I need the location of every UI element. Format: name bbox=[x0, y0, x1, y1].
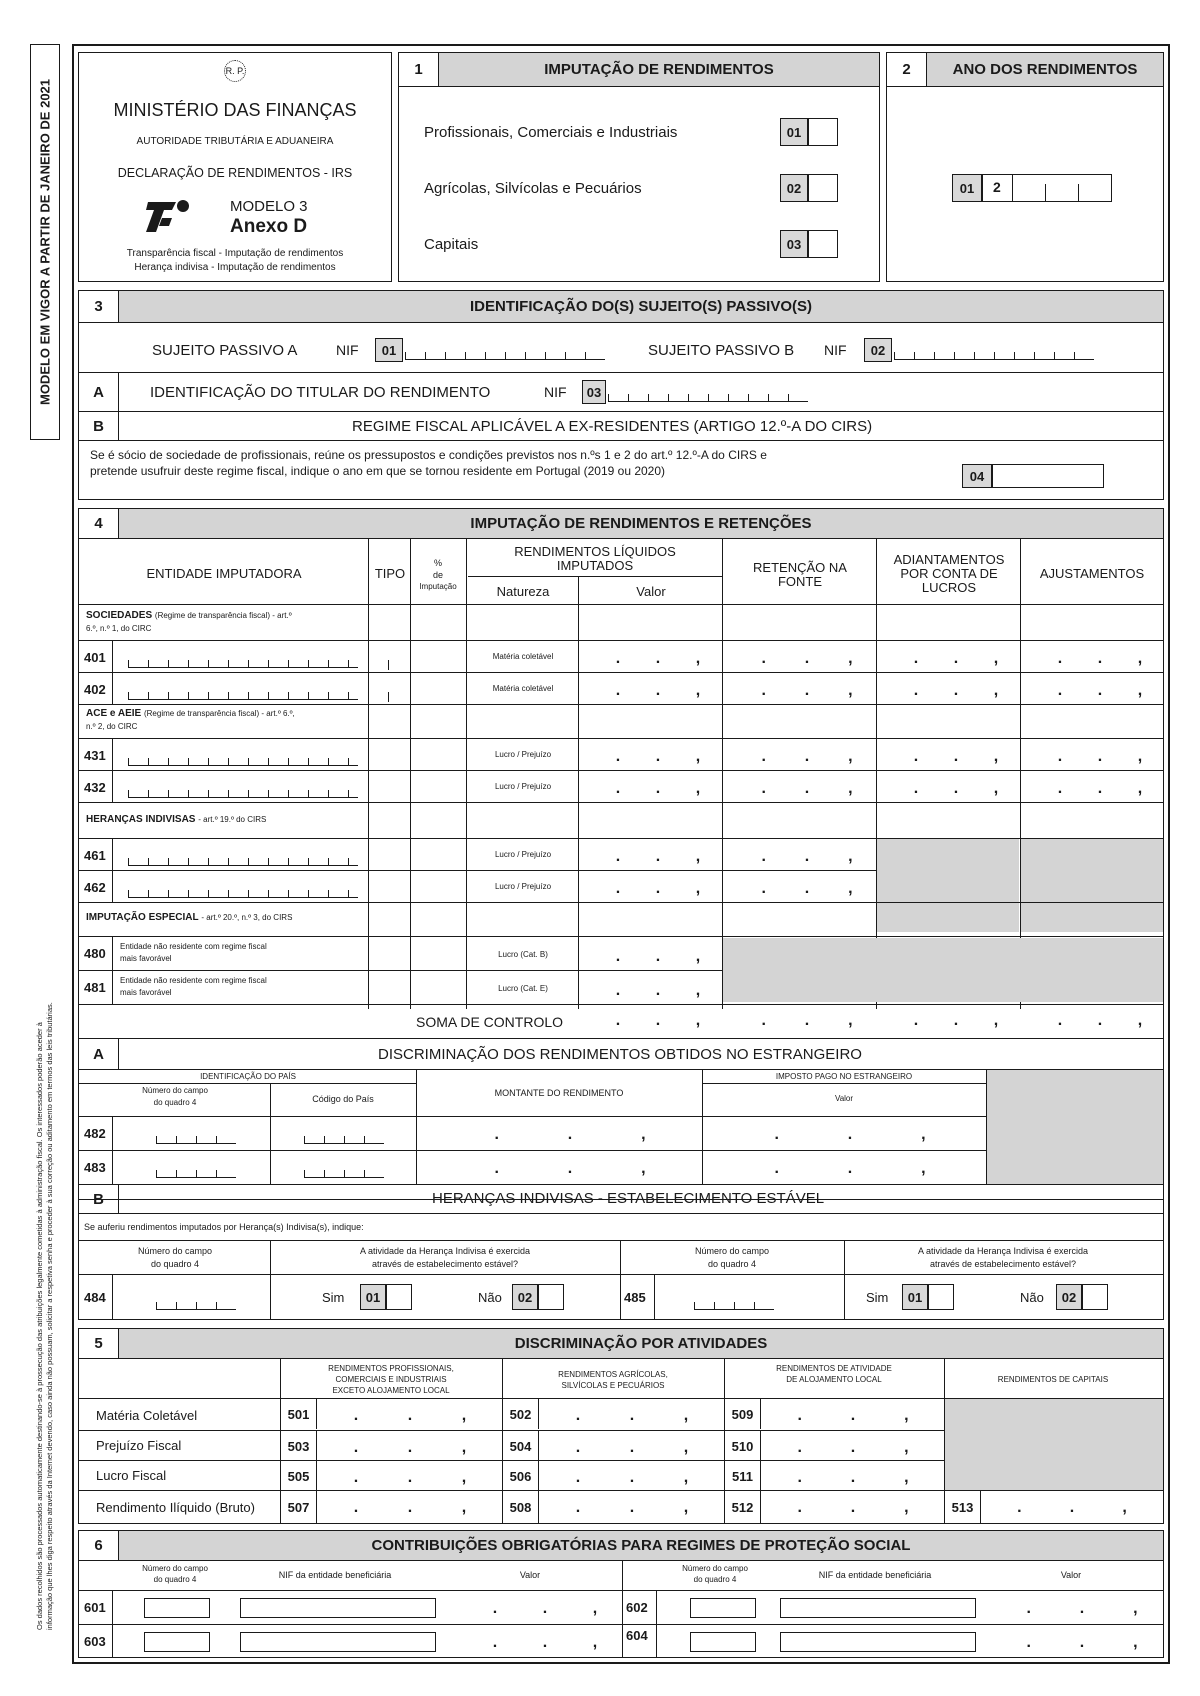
q4-401-retencao-input[interactable]: . . , bbox=[761, 650, 853, 667]
q4-481-entity-1: Entidade não residente com regime fiscal bbox=[120, 976, 267, 985]
q3-title: IDENTIFICAÇÃO DO(S) SUJEITO(S) PASSIVO(S) bbox=[119, 291, 1163, 323]
q1-number: 1 bbox=[399, 53, 439, 87]
q3-spB-nif-input[interactable] bbox=[894, 352, 1094, 360]
q3-secB-text1: Se é sócio de sociedade de profissionais, reúne os pressupostos e condições previstos nos n.ºs 1 e 2 do art.º 12.º-A do CIRS e bbox=[90, 448, 767, 462]
q6-602-nif-input[interactable] bbox=[780, 1598, 976, 1618]
q4-485-sim: Sim bbox=[866, 1290, 889, 1305]
q6-nif-l: NIF da entidade beneficiária bbox=[278, 1570, 392, 1580]
q4-col-ret2: FONTE bbox=[777, 574, 823, 589]
q4-482-montante-input[interactable]: . . , bbox=[494, 1126, 646, 1143]
q4-col-entity: ENTIDADE IMPUTADORA bbox=[146, 566, 302, 581]
q1-option-3-code: 03 bbox=[780, 230, 808, 258]
q5-code-512: 512 bbox=[725, 1491, 761, 1523]
q5-501-input[interactable]: . . , bbox=[353, 1407, 467, 1424]
q4-col-rend: RENDIMENTOS LÍQUIDOS bbox=[514, 544, 676, 559]
q4-462-retencao-input[interactable]: . . , bbox=[761, 880, 853, 897]
q4-461-nif-input[interactable] bbox=[128, 858, 358, 866]
q4-grp-her: HERANÇAS INDIVISAS - art.º 19.º do CIRS bbox=[86, 814, 267, 825]
q3-secB-title: REGIME FISCAL APLICÁVEL A EX-RESIDENTES (ARTIGO 12.º-A DO CIRS) bbox=[352, 418, 873, 435]
q4-462-nat: Lucro / Prejuízo bbox=[494, 882, 552, 891]
q4-row-401: 401 bbox=[84, 650, 106, 665]
q3-spA-nif-input[interactable] bbox=[405, 352, 605, 360]
q4-col-tipo: TIPO bbox=[374, 566, 406, 581]
q4-431-valor-input[interactable]: . . , bbox=[615, 748, 701, 765]
q4-401-nat: Matéria coletável bbox=[492, 652, 554, 661]
q4-461-retencao-input[interactable]: . . , bbox=[761, 848, 853, 865]
q6-601-campo-input[interactable] bbox=[144, 1598, 210, 1618]
q5-507-input[interactable]: . . , bbox=[353, 1499, 467, 1516]
q4-col-adi2: POR CONTA DE bbox=[900, 566, 998, 581]
q5-code-504: 504 bbox=[503, 1431, 539, 1461]
q4-col-adi3: LUCROS bbox=[921, 580, 977, 595]
q4-row-484: 484 bbox=[84, 1290, 106, 1305]
q4-431-nat: Lucro / Prejuízo bbox=[494, 750, 552, 759]
q4-432-nat: Lucro / Prejuízo bbox=[494, 782, 552, 791]
q1-option-1-label: Profissionais, Comerciais e Industriais bbox=[424, 124, 678, 141]
q4-432-adiantamentos-input[interactable]: . . , bbox=[913, 780, 999, 797]
q4-401-nif-input[interactable] bbox=[128, 660, 358, 668]
q1-title: IMPUTAÇÃO DE RENDIMENTOS bbox=[439, 53, 879, 87]
q5-code-502: 502 bbox=[503, 1399, 539, 1429]
q4-title: IMPUTAÇÃO DE RENDIMENTOS E RETENÇÕES bbox=[119, 509, 1163, 539]
q4-secB-intro: Se auferiu rendimentos imputados por Herança(s) Indivisa(s), indique: bbox=[84, 1222, 364, 1232]
q3-secA-title: IDENTIFICAÇÃO DO TITULAR DO RENDIMENTO bbox=[150, 384, 491, 401]
q4-grp-ace: ACE e AEIE (Regime de transparência fiscal) - art.º 6.º, bbox=[86, 708, 295, 719]
q4-401-ajustamentos-input[interactable]: . . , bbox=[1057, 650, 1143, 667]
q4-row-462: 462 bbox=[84, 880, 106, 895]
q3-spA-code: 01 bbox=[375, 338, 403, 362]
q4-row-431: 431 bbox=[84, 748, 106, 763]
q3-secB-text2: pretende usufruir deste regime fiscal, indique o ano em que se tornou residente em Portugal (2019 ou 2020) bbox=[90, 464, 666, 478]
q3-secA-nif-input[interactable] bbox=[608, 394, 808, 402]
q4-col-rend2: IMPUTADOS bbox=[556, 558, 634, 573]
q4-432-retencao-input[interactable]: . . , bbox=[761, 780, 853, 797]
q5-510-input[interactable]: . . , bbox=[797, 1439, 909, 1456]
q4-row-432: 432 bbox=[84, 780, 106, 795]
q4-secA-title: DISCRIMINAÇÃO DOS RENDIMENTOS OBTIDOS NO ESTRANGEIRO bbox=[378, 1046, 862, 1063]
q5-504-input[interactable]: . . , bbox=[575, 1439, 689, 1456]
q4-484-nao-code: 02 bbox=[512, 1284, 538, 1310]
q4-row-485: 485 bbox=[624, 1290, 646, 1305]
q4-485-nao-code: 02 bbox=[1056, 1284, 1082, 1310]
q1-option-3-label: Capitais bbox=[424, 236, 479, 253]
q4-480-nat: Lucro (Cat. B) bbox=[498, 950, 548, 959]
q5-col1b: COMERCIAIS E INDUSTRIAIS bbox=[335, 1375, 447, 1384]
q4-row-461: 461 bbox=[84, 848, 106, 863]
q4-480-entity-2: mais favorável bbox=[120, 954, 172, 963]
q4-481-nat: Lucro (Cat. E) bbox=[498, 984, 548, 993]
q4-481-valor-input[interactable]: . . , bbox=[615, 982, 701, 999]
q4-secA-letter: A bbox=[79, 1039, 119, 1069]
q4-soma-label: SOMA DE CONTROLO bbox=[416, 1014, 564, 1030]
q4-402-ajustamentos-input[interactable]: . . , bbox=[1057, 682, 1143, 699]
q4-483-montante-input[interactable]: . . , bbox=[494, 1160, 646, 1177]
q4-grp-soc-ref2: 6.º, n.º 1, do CIRC bbox=[86, 624, 152, 633]
ministry-name: MINISTÉRIO DAS FINANÇAS bbox=[113, 100, 357, 120]
q6-604-nif-input[interactable] bbox=[780, 1632, 976, 1652]
q5-509-input[interactable]: . . , bbox=[797, 1407, 909, 1424]
q4-col-pct: % bbox=[433, 558, 442, 568]
q4-row-480: 480 bbox=[84, 946, 106, 961]
q5-row-3-label: Lucro Fiscal bbox=[96, 1468, 167, 1483]
annex-label: Anexo D bbox=[230, 216, 308, 237]
legal-note: Os dados recolhidos são processados automaticamente destinando-se à prossecução das atribuições legalmente cometidas à administração fiscal. Os interessados poderão aceder à informação que lhes diga respeito através da Internet devendo, caso ainda não possuam, solicitar a respetiva senha e proceder à sua correção ou aditamento em termos das leis tributárias. bbox=[35, 1002, 54, 1630]
q6-row-603: 603 bbox=[84, 1634, 106, 1649]
q6-nif-r: NIF da entidade beneficiária bbox=[818, 1570, 932, 1580]
q4-col-valor: Valor bbox=[636, 584, 666, 599]
q5-502-input[interactable]: . . , bbox=[575, 1407, 689, 1424]
q6-604-valor-input[interactable]: . . , bbox=[1026, 1634, 1138, 1651]
q4-431-nif-input[interactable] bbox=[128, 758, 358, 766]
q4-row-402: 402 bbox=[84, 682, 106, 697]
q5-506-input[interactable]: . . , bbox=[575, 1469, 689, 1486]
validity-text: MODELO EM VIGOR A PARTIR DE JANEIRO DE 2021 bbox=[37, 78, 53, 406]
q6-row-602: 602 bbox=[626, 1600, 648, 1615]
q4-461-nat: Lucro / Prejuízo bbox=[494, 850, 552, 859]
q5-number: 5 bbox=[79, 1329, 119, 1359]
q5-col2: RENDIMENTOS AGRÍCOLAS, bbox=[558, 1370, 668, 1379]
q4-col-adi: ADIANTAMENTOS bbox=[893, 552, 1005, 567]
q3-spB-code: 02 bbox=[864, 338, 892, 362]
q4-secA-campo2: do quadro 4 bbox=[153, 1098, 197, 1107]
q4-484-campo-input[interactable] bbox=[156, 1302, 236, 1310]
q4-secA-campo: Número do campo bbox=[142, 1086, 208, 1095]
q4-485-campo-input[interactable] bbox=[694, 1302, 774, 1310]
q1-option-1-code: 01 bbox=[780, 118, 808, 146]
q6-number: 6 bbox=[79, 1531, 119, 1561]
q4-row-483: 483 bbox=[84, 1160, 106, 1175]
q5-code-509: 509 bbox=[725, 1399, 761, 1429]
q4-secA-id: IDENTIFICAÇÃO DO PAÍS bbox=[200, 1072, 296, 1081]
q4-431-adiantamentos-input[interactable]: . . , bbox=[913, 748, 999, 765]
q3-secA-nif-label: NIF bbox=[544, 384, 567, 400]
q4-461-valor-input[interactable]: . . , bbox=[615, 848, 701, 865]
q2-code: 01 bbox=[952, 174, 982, 202]
q4-number: 4 bbox=[79, 509, 119, 539]
q5-col4: RENDIMENTOS DE CAPITAIS bbox=[997, 1375, 1109, 1384]
q4-soma-ajustamentos[interactable]: . . , bbox=[1057, 1012, 1143, 1029]
q4-483-imposto-input[interactable]: . . , bbox=[774, 1160, 926, 1177]
q4-soma-valor[interactable]: . . , bbox=[615, 1012, 701, 1029]
q5-col1c: EXCETO ALOJAMENTO LOCAL bbox=[332, 1386, 450, 1395]
q6-campo2-l: do quadro 4 bbox=[153, 1575, 197, 1584]
q3-secA-code: 03 bbox=[582, 380, 606, 404]
q6-campo-l: Número do campo bbox=[142, 1564, 208, 1573]
subtitle-1: Transparência fiscal - Imputação de rendimentos bbox=[126, 248, 344, 259]
q5-row-4-label: Rendimento Ilíquido (Bruto) bbox=[96, 1500, 255, 1515]
q4-secA-valor: Valor bbox=[834, 1094, 854, 1103]
q4-485-nao: Não bbox=[1020, 1290, 1044, 1305]
q4-col-aju: AJUSTAMENTOS bbox=[1039, 566, 1145, 581]
q4-secB-campo2-r: do quadro 4 bbox=[707, 1259, 757, 1269]
q4-484-sim: Sim bbox=[322, 1290, 345, 1305]
q5-code-507: 507 bbox=[281, 1491, 317, 1523]
q4-row-481: 481 bbox=[84, 980, 106, 995]
q4-483-campo-input[interactable] bbox=[156, 1170, 236, 1178]
q4-402-nat: Matéria coletável bbox=[492, 684, 554, 693]
q6-valor-r: Valor bbox=[1060, 1570, 1082, 1580]
q4-484-sim-checkbox[interactable] bbox=[386, 1284, 412, 1310]
q3-secA-letter: A bbox=[79, 373, 119, 411]
q4-secB-campo-r: Número do campo bbox=[694, 1246, 770, 1256]
q4-432-nif-input[interactable] bbox=[128, 790, 358, 798]
q4-485-nao-checkbox[interactable] bbox=[1082, 1284, 1108, 1310]
q5-col1: RENDIMENTOS PROFISSIONAIS, bbox=[328, 1364, 454, 1373]
q4-482-campo-input[interactable] bbox=[156, 1136, 236, 1144]
q6-601-nif-input[interactable] bbox=[240, 1598, 436, 1618]
q4-secB-q2-r: através de estabelecimento estável? bbox=[929, 1259, 1077, 1269]
q4-402-nif-input[interactable] bbox=[128, 692, 358, 700]
q2-year-input[interactable] bbox=[982, 174, 1112, 202]
subtitle-2: Herança indivisa - Imputação de rendimentos bbox=[134, 262, 336, 273]
q4-462-valor-input[interactable]: . . , bbox=[615, 880, 701, 897]
q5-505-input[interactable]: . . , bbox=[353, 1469, 467, 1486]
q4-secA-pais: Código do País bbox=[312, 1094, 374, 1104]
crest-icon: R. P. bbox=[225, 66, 245, 76]
q1-option-2-code: 02 bbox=[780, 174, 808, 202]
q4-480-valor-input[interactable]: . . , bbox=[615, 948, 701, 965]
q4-431-retencao-input[interactable]: . . , bbox=[761, 748, 853, 765]
q5-col3b: DE ALOJAMENTO LOCAL bbox=[786, 1375, 882, 1384]
q1-option-2-label: Agrícolas, Silvícolas e Pecuários bbox=[424, 180, 642, 197]
q6-603-valor-input[interactable]: . . , bbox=[492, 1634, 598, 1651]
crest-emblem-icon bbox=[224, 60, 246, 82]
q2-title: ANO DOS RENDIMENTOS bbox=[927, 53, 1163, 87]
q4-col-pct3: Imputação bbox=[419, 582, 457, 591]
q4-402-adiantamentos-input[interactable]: . . , bbox=[913, 682, 999, 699]
declaration-name: DECLARAÇÃO DE RENDIMENTOS - IRS bbox=[117, 166, 353, 180]
q2-year-prefix: 2 bbox=[993, 179, 1001, 195]
q4-432-valor-input[interactable]: . . , bbox=[615, 780, 701, 797]
q3-spA-nif-label: NIF bbox=[336, 342, 359, 358]
q4-secA-imposto: IMPOSTO PAGO NO ESTRANGEIRO bbox=[775, 1072, 913, 1081]
at-logo-icon bbox=[142, 198, 190, 234]
q6-602-campo-input[interactable] bbox=[690, 1598, 756, 1618]
q3-spA-label: SUJEITO PASSIVO A bbox=[152, 342, 298, 359]
q4-col-pct2: de bbox=[432, 570, 443, 580]
q6-603-nif-input[interactable] bbox=[240, 1632, 436, 1652]
q6-row-604: 604 bbox=[626, 1628, 648, 1643]
q3-secB-letter: B bbox=[79, 412, 119, 440]
q5-512-input[interactable]: . . , bbox=[797, 1499, 909, 1516]
q2-number: 2 bbox=[887, 53, 927, 87]
q5-code-506: 506 bbox=[503, 1461, 539, 1491]
q4-secB-title: HERANÇAS INDIVISAS - ESTABELECIMENTO ESTÁVEL bbox=[432, 1190, 825, 1207]
q5-code-508: 508 bbox=[503, 1491, 539, 1523]
q4-483-pais-input[interactable] bbox=[304, 1170, 384, 1178]
q4-secB-campo-l: Número do campo bbox=[137, 1246, 213, 1256]
q4-482-pais-input[interactable] bbox=[304, 1136, 384, 1144]
q4-402-valor-input[interactable]: . . , bbox=[615, 682, 701, 699]
q5-col3: RENDIMENTOS DE ATIVIDADE bbox=[776, 1364, 892, 1373]
q3-secB-code: 04 bbox=[962, 464, 992, 488]
q5-code-505: 505 bbox=[281, 1461, 317, 1491]
q4-431-ajustamentos-input[interactable]: . . , bbox=[1057, 748, 1143, 765]
q4-402-retencao-input[interactable]: . . , bbox=[761, 682, 853, 699]
q4-485-sim-code: 01 bbox=[902, 1284, 928, 1310]
q5-code-510: 510 bbox=[725, 1431, 761, 1461]
q4-soma-retencao[interactable]: . . , bbox=[761, 1012, 853, 1029]
q6-campo-r: Número do campo bbox=[682, 1564, 748, 1573]
q1-option-1-checkbox[interactable] bbox=[808, 118, 838, 146]
q6-campo2-r: do quadro 4 bbox=[693, 1575, 737, 1584]
q4-grp-soc: SOCIEDADES (Regime de transparência fiscal) - art.º bbox=[86, 610, 292, 621]
q6-row-601: 601 bbox=[84, 1600, 106, 1615]
q3-spB-label: SUJEITO PASSIVO B bbox=[648, 342, 795, 359]
q4-row-482: 482 bbox=[84, 1126, 106, 1141]
q4-secB-letter: B bbox=[79, 1185, 119, 1213]
q4-432-ajustamentos-input[interactable]: . . , bbox=[1057, 780, 1143, 797]
q4-secA-montante: MONTANTE DO RENDIMENTO bbox=[494, 1088, 624, 1098]
q6-604-campo-input[interactable] bbox=[690, 1632, 756, 1652]
q5-508-input[interactable]: . . , bbox=[575, 1499, 689, 1516]
model-label: MODELO 3 bbox=[230, 198, 308, 215]
q5-code-513: 513 bbox=[945, 1491, 981, 1523]
q4-462-nif-input[interactable] bbox=[128, 890, 358, 898]
q4-col-ret: RETENÇÃO NA bbox=[753, 560, 847, 575]
q4-484-sim-code: 01 bbox=[360, 1284, 386, 1310]
q5-code-501: 501 bbox=[281, 1399, 317, 1429]
q5-col2b: SILVÍCOLAS E PECUÁRIOS bbox=[561, 1381, 665, 1390]
q5-513-input[interactable]: . . , bbox=[1017, 1499, 1127, 1516]
q4-484-nao: Não bbox=[478, 1290, 502, 1305]
q6-title: CONTRIBUIÇÕES OBRIGATÓRIAS PARA REGIMES DE PROTEÇÃO SOCIAL bbox=[119, 1531, 1163, 1561]
q5-code-503: 503 bbox=[281, 1431, 317, 1461]
q4-secB-q-l: A atividade da Herança Indivisa é exercida bbox=[359, 1246, 531, 1256]
q4-484-nao-checkbox[interactable] bbox=[538, 1284, 564, 1310]
q4-401-adiantamentos-input[interactable]: . . , bbox=[913, 650, 999, 667]
q4-secB-q2-l: através de estabelecimento estável? bbox=[371, 1259, 519, 1269]
q4-secB-campo2-l: do quadro 4 bbox=[150, 1259, 200, 1269]
q4-481-entity-2: mais favorável bbox=[120, 988, 172, 997]
q4-grp-imp: IMPUTAÇÃO ESPECIAL - art.º 20.º, n.º 3, do CIRS bbox=[86, 912, 293, 923]
q6-601-valor-input[interactable]: . . , bbox=[492, 1600, 598, 1617]
q4-482-imposto-input[interactable]: . . , bbox=[774, 1126, 926, 1143]
q3-secB-year-input[interactable] bbox=[992, 464, 1104, 488]
q5-code-511: 511 bbox=[725, 1461, 761, 1491]
q6-valor-l: Valor bbox=[519, 1570, 541, 1580]
q4-401-valor-input[interactable]: . . , bbox=[615, 650, 701, 667]
authority-name: AUTORIDADE TRIBUTÁRIA E ADUANEIRA bbox=[136, 136, 334, 147]
q4-col-nat: Natureza bbox=[496, 584, 550, 599]
q4-grp-ace-ref2: n.º 2, do CIRC bbox=[86, 722, 138, 731]
q5-row-1-label: Matéria Coletável bbox=[96, 1408, 198, 1423]
q5-503-input[interactable]: . . , bbox=[353, 1439, 467, 1456]
q6-603-campo-input[interactable] bbox=[144, 1632, 210, 1652]
q4-secB-q-r: A atividade da Herança Indivisa é exercida bbox=[917, 1246, 1089, 1256]
q5-511-input[interactable]: . . , bbox=[797, 1469, 909, 1486]
q4-485-sim-checkbox[interactable] bbox=[928, 1284, 954, 1310]
q3-spB-nif-label: NIF bbox=[824, 342, 847, 358]
q3-number: 3 bbox=[79, 291, 119, 323]
q5-row-2-label: Prejuízo Fiscal bbox=[96, 1438, 182, 1453]
q6-602-valor-input[interactable]: . . , bbox=[1026, 1600, 1138, 1617]
q1-option-2-checkbox[interactable] bbox=[808, 174, 838, 202]
q4-soma-adiantamentos[interactable]: . . , bbox=[913, 1012, 999, 1029]
q1-option-3-checkbox[interactable] bbox=[808, 230, 838, 258]
q4-480-entity-1: Entidade não residente com regime fiscal bbox=[120, 942, 267, 951]
q5-title: DISCRIMINAÇÃO POR ATIVIDADES bbox=[119, 1329, 1163, 1359]
